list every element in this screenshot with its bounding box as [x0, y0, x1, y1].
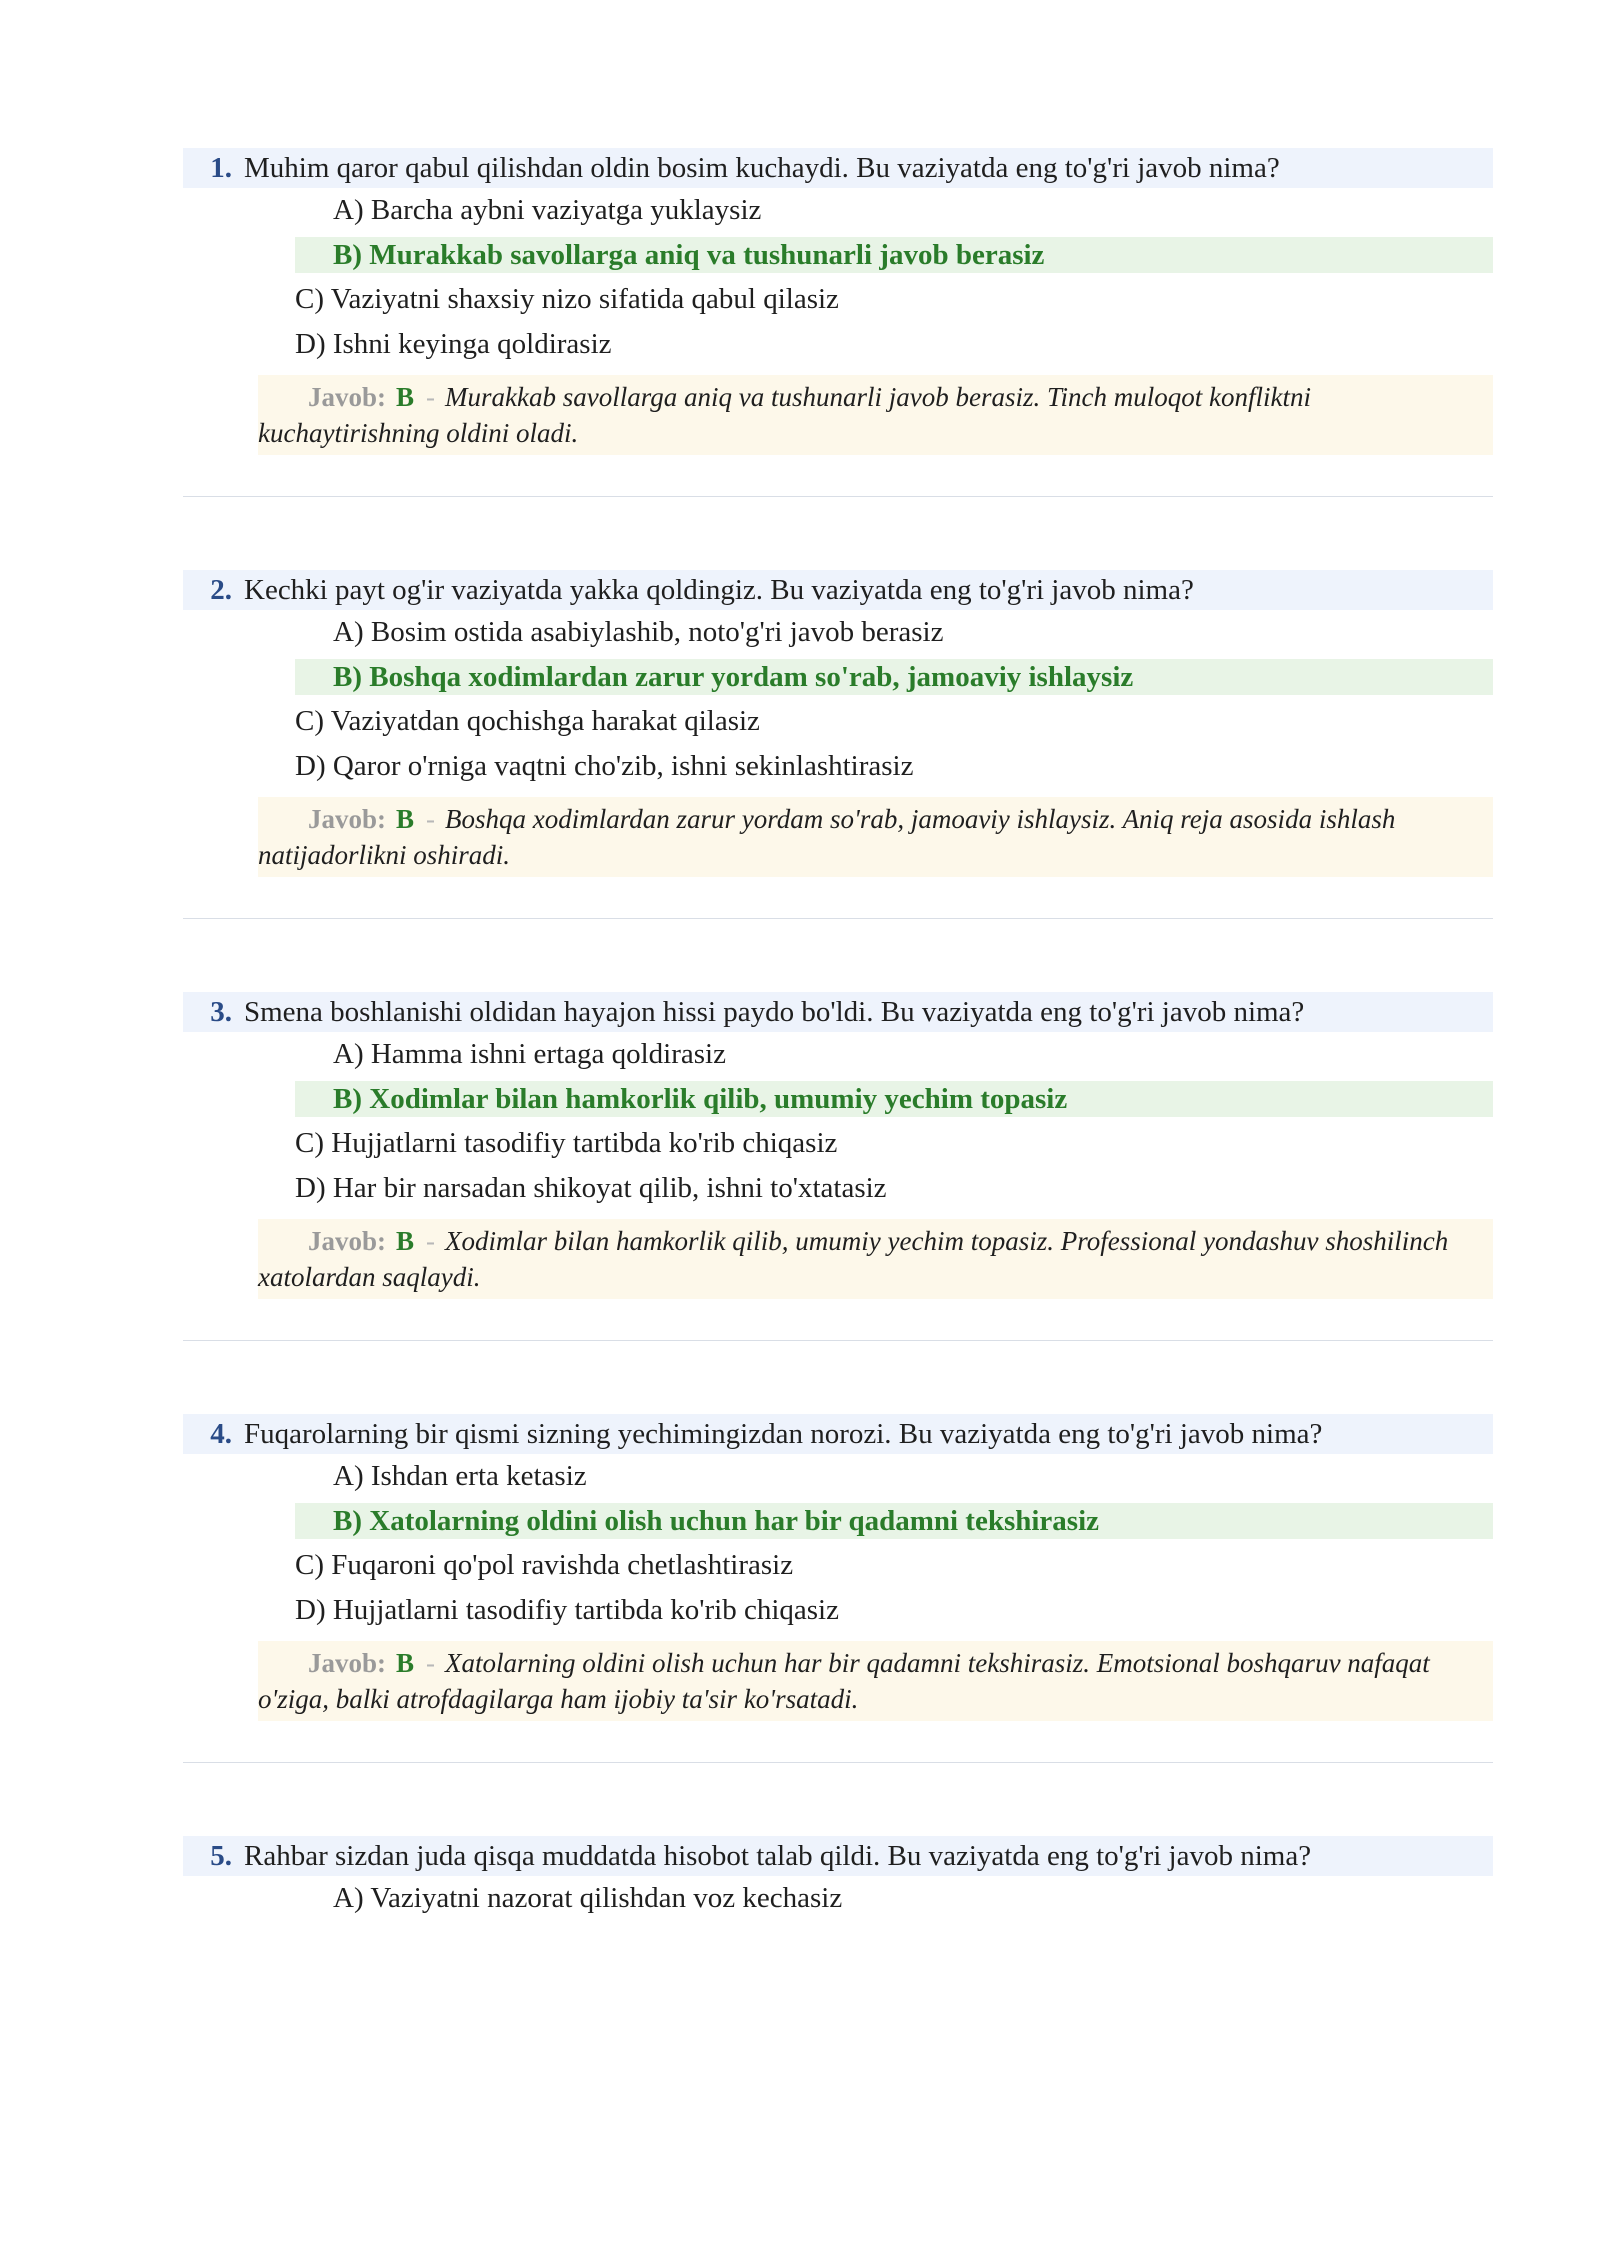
- question-text: Smena boshlanishi oldidan hayajon hissi paydo bo'ldi. Bu vaziyatda eng to'g'ri javob nima?: [244, 996, 1305, 1028]
- answer-explanation: [258, 1641, 1493, 1721]
- option-c: C) Fuqaroni qo'pol ravishda chetlashtirasiz: [295, 1549, 794, 1581]
- question-header: [183, 1414, 1493, 1454]
- answer-label: Javob:: [308, 1648, 387, 1678]
- divider: [183, 1340, 1493, 1341]
- answer-text: Murakkab savollarga aniq va tushunarli javob berasiz. Tinch muloqot konfliktni kuchaytirishning oldini oladi.: [258, 382, 1311, 448]
- answer-dash: -: [426, 1648, 436, 1678]
- answer-text: Xodimlar bilan hamkorlik qilib, umumiy yechim topasiz. Professional yondashuv shoshilinch xatolardan saqlaydi.: [258, 1226, 1449, 1292]
- answer-explanation: [258, 1219, 1493, 1299]
- answer-label: Javob:: [308, 804, 387, 834]
- answer-dash: -: [426, 804, 436, 834]
- question-header: [183, 1836, 1493, 1876]
- option-a: A) Bosim ostida asabiylashib, noto'g'ri javob berasiz: [333, 616, 944, 648]
- answer-dash: -: [426, 382, 436, 412]
- answer-letter: B: [396, 804, 415, 834]
- quiz-document: [183, 148, 1493, 2258]
- answer-explanation: [258, 375, 1493, 455]
- option-a: A) Vaziyatni nazorat qilishdan voz kechasiz: [333, 1882, 843, 1914]
- answer-explanation: [258, 797, 1493, 877]
- option-b-correct: B) Murakkab savollarga aniq va tushunarli javob berasiz: [295, 237, 1493, 273]
- option-b-correct: B) Xodimlar bilan hamkorlik qilib, umumiy yechim topasiz: [295, 1081, 1493, 1117]
- question-header: [183, 992, 1493, 1032]
- divider: [183, 918, 1493, 919]
- option-d: D) Qaror o'rniga vaqtni cho'zib, ishni sekinlashtirasiz: [295, 749, 914, 782]
- answer-dash: -: [426, 1226, 436, 1256]
- option-c: C) Hujjatlarni tasodifiy tartibda ko'rib chiqasiz: [295, 1127, 838, 1159]
- question-number: 3.: [210, 996, 232, 1028]
- question-block: [183, 992, 1493, 1414]
- question-block: [183, 1414, 1493, 1836]
- option-b-correct: B) Xatolarning oldini olish uchun har bir qadamni tekshirasiz: [295, 1503, 1493, 1539]
- question-text: Kechki payt og'ir vaziyatda yakka qoldingiz. Bu vaziyatda eng to'g'ri javob nima?: [244, 574, 1194, 606]
- divider: [183, 496, 1493, 497]
- answer-label: Javob:: [308, 382, 387, 412]
- option-a: A) Ishdan erta ketasiz: [333, 1460, 587, 1492]
- option-a: A) Hamma ishni ertaga qoldirasiz: [333, 1038, 726, 1070]
- question-text: Rahbar sizdan juda qisqa muddatda hisobot talab qildi. Bu vaziyatda eng to'g'ri javob nima?: [244, 1840, 1312, 1872]
- question-number: 2.: [210, 574, 232, 606]
- answer-letter: B: [396, 1648, 415, 1678]
- option-d: D) Hujjatlarni tasodifiy tartibda ko'rib chiqasiz: [295, 1593, 839, 1626]
- question-number: 1.: [210, 152, 232, 184]
- divider: [183, 1762, 1493, 1763]
- question-text: Fuqarolarning bir qismi sizning yechimingizdan norozi. Bu vaziyatda eng to'g'ri javob nima?: [244, 1418, 1323, 1450]
- answer-text: Boshqa xodimlardan zarur yordam so'rab, jamoaviy ishlaysiz. Aniq reja asosida ishlash natijadorlikni oshiradi.: [258, 804, 1396, 870]
- option-b-correct: B) Boshqa xodimlardan zarur yordam so'rab, jamoaviy ishlaysiz: [295, 659, 1493, 695]
- option-d: D) Ishni keyinga qoldirasiz: [295, 327, 612, 360]
- question-block: [183, 570, 1493, 992]
- question-header: [183, 148, 1493, 188]
- option-d: D) Har bir narsadan shikoyat qilib, ishni to'xtatasiz: [295, 1171, 887, 1204]
- question-block: [183, 1836, 1493, 2258]
- option-c: C) Vaziyatdan qochishga harakat qilasiz: [295, 705, 760, 737]
- question-block: [183, 148, 1493, 570]
- question-header: [183, 570, 1493, 610]
- question-number: 5.: [210, 1840, 232, 1872]
- answer-letter: B: [396, 1226, 415, 1256]
- question-text: Muhim qaror qabul qilishdan oldin bosim kuchaydi. Bu vaziyatda eng to'g'ri javob nima?: [244, 152, 1280, 184]
- answer-label: Javob:: [308, 1226, 387, 1256]
- answer-text: Xatolarning oldini olish uchun har bir qadamni tekshirasiz. Emotsional boshqaruv nafaqat o'ziga, balki atrofdagilarga ham ijobiy ta'sir ko'rsatadi.: [258, 1648, 1430, 1714]
- option-a: A) Barcha aybni vaziyatga yuklaysiz: [333, 194, 762, 226]
- question-number: 4.: [210, 1418, 232, 1450]
- option-c: C) Vaziyatni shaxsiy nizo sifatida qabul qilasiz: [295, 283, 839, 315]
- answer-letter: B: [396, 382, 415, 412]
